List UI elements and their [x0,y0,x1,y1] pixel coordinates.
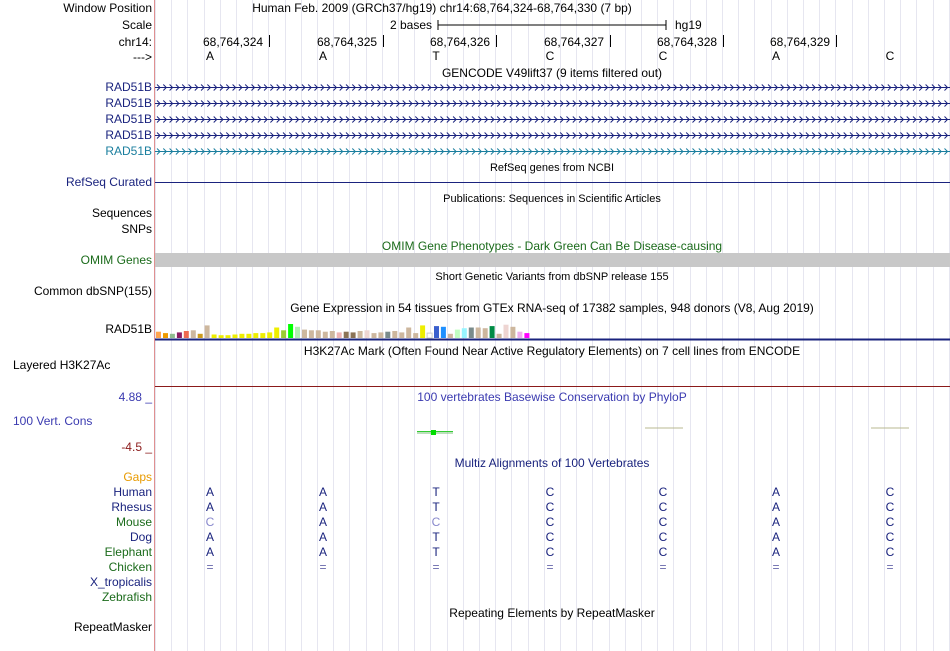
gtex-tissue-bar[interactable] [524,333,529,338]
gtex-tissue-bar[interactable] [226,335,231,338]
aligned-base: C [545,485,555,499]
gtex-tissue-bar[interactable] [517,332,522,338]
gtex-tissue-bar[interactable] [427,333,432,338]
gtex-tissue-bar[interactable] [406,328,411,339]
aligned-base: = [319,560,327,574]
gtex-label[interactable]: RAD51B [105,322,152,336]
window-position-label: Window Position [63,1,152,15]
aligned-base: A [318,485,327,499]
gtex-tissue-bar[interactable] [281,330,286,338]
omim-title: OMIM Gene Phenotypes - Dark Green Can Be Disease-causing [381,239,723,253]
reference-base: C [885,49,895,63]
refseq-title: RefSeq genes from NCBI [489,162,615,174]
sequences-label[interactable]: Sequences [91,206,152,220]
gtex-tissue-bar[interactable] [441,327,446,338]
aligned-base: A [771,485,780,499]
dbsnp-label[interactable]: Common dbSNP(155) [33,284,152,298]
species-label-dog[interactable]: Dog [129,530,152,544]
gaps-label[interactable]: Gaps [123,470,152,484]
species-label-x_tropicalis[interactable]: X_tropicalis [89,575,152,589]
aligned-base: A [318,530,327,544]
gtex-tissue-bar[interactable] [469,328,474,339]
gtex-tissue-bar[interactable] [365,330,370,338]
position-tick [723,35,724,47]
gene-transcript-2[interactable] [155,99,950,108]
aligned-base: C [545,500,555,514]
species-label-mouse[interactable]: Mouse [115,515,152,529]
gtex-tissue-bar[interactable] [170,334,175,338]
gtex-bar-chart[interactable] [155,316,950,341]
aligned-base: A [318,500,327,514]
gtex-tissue-bar[interactable] [434,326,439,338]
gtex-tissue-bar[interactable] [246,334,251,338]
omim-label[interactable]: OMIM Genes [80,253,152,267]
repeatmasker-title: Repeating Elements by RepeatMasker [449,606,655,620]
gtex-tissue-bar[interactable] [323,332,328,338]
gtex-tissue-bar[interactable] [510,327,515,338]
gene-label-3[interactable]: RAD51B [105,112,152,126]
repeatmasker-label[interactable]: RepeatMasker [73,620,152,634]
position-label: 68,764,328 [657,35,718,49]
position-tick [269,35,270,47]
gtex-tissue-bar[interactable] [184,331,189,338]
window-position-value: Human Feb. 2009 (GRCh37/hg19) chr14:68,764,324-68,764,330 (7 bp) [252,1,632,15]
gene-label-1[interactable]: RAD51B [105,80,152,94]
species-label-human[interactable]: Human [113,485,152,499]
scale-assembly: hg19 [675,18,702,32]
position-label: 68,764,327 [544,35,605,49]
gtex-tissue-bar[interactable] [267,332,272,338]
aligned-base: C [431,515,441,529]
refseq-line[interactable] [155,182,950,183]
gtex-tissue-bar[interactable] [163,333,168,338]
aligned-base: C [658,500,668,514]
aligned-base: C [545,545,555,559]
gtex-tissue-bar[interactable] [476,328,481,339]
chrom-label: chr14: [118,35,152,49]
phylop-min-label: -4.5 _ [121,440,152,454]
scale-value: 2 bases [390,18,433,32]
aligned-base: A [318,545,327,559]
gene-label-4[interactable]: RAD51B [105,128,152,142]
aligned-base: C [885,530,895,544]
aligned-base: A [771,545,780,559]
refseq-label[interactable]: RefSeq Curated [65,175,152,189]
gtex-tissue-bar[interactable] [358,331,363,338]
gtex-tissue-bar[interactable] [177,332,182,338]
gtex-tissue-bar[interactable] [198,334,203,338]
aligned-base: C [658,485,668,499]
aligned-base: C [545,530,555,544]
aligned-base: A [205,545,214,559]
aligned-base: C [885,545,895,559]
aligned-base: = [546,560,554,574]
aligned-base: = [659,560,667,574]
aligned-base: C [885,485,895,499]
aligned-base: A [771,515,780,529]
gtex-tissue-bar[interactable] [420,325,425,338]
aligned-base: = [772,560,780,574]
gtex-tissue-bar[interactable] [399,332,404,338]
aligned-base: C [205,515,215,529]
phylop-label[interactable]: 100 Vert. Cons [13,414,93,428]
position-label: 68,764,324 [203,35,264,49]
aligned-base: C [885,515,895,529]
gene-transcript-5[interactable] [155,147,950,156]
gtex-tissue-bar[interactable] [372,333,377,338]
gtex-tissue-bar[interactable] [274,328,279,339]
aligned-base: = [886,560,894,574]
publications-title: Publications: Sequences in Scientific Articles [443,193,661,205]
aligned-base: C [545,515,555,529]
position-tick [610,35,611,47]
phylop-plot[interactable] [155,420,950,440]
aligned-base: T [432,530,440,544]
position-label: 68,764,325 [317,35,378,49]
gtex-tissue-bar[interactable] [316,330,321,338]
scale-label: Scale [121,18,152,32]
gtex-tissue-bar[interactable] [351,332,356,338]
strand-arrow-label: ---> [133,50,152,64]
gtex-tissue-bar[interactable] [212,335,217,339]
dbsnp-title: Short Genetic Variants from dbSNP release 155 [435,271,669,283]
gtex-tissue-bar[interactable] [253,333,258,338]
gtex-tissue-bar[interactable] [392,331,397,338]
reference-base: A [771,49,780,63]
gencode-title: GENCODE V49lift37 (9 items filtered out) [441,66,663,80]
gtex-tissue-bar[interactable] [497,334,502,338]
gtex-title: Gene Expression in 54 tissues from GTEx RNA-seq of 17382 samples, 948 donors (V8, Aug 2019) [290,301,814,315]
gtex-tissue-bar[interactable] [239,334,244,338]
phylop-max-label: 4.88 _ [118,390,152,404]
aligned-base: C [658,515,668,529]
species-label-chicken[interactable]: Chicken [108,560,152,574]
reference-base: A [318,49,327,63]
gtex-tissue-bar[interactable] [205,325,210,338]
h3k27ac-title: H3K27Ac Mark (Often Found Near Active Regulatory Elements) on 7 cell lines from ENCODE [303,344,801,358]
position-tick [496,35,497,47]
gtex-tissue-bar[interactable] [337,332,342,338]
reference-base: C [545,49,555,63]
position-label: 68,764,329 [770,35,831,49]
gene-label-2[interactable]: RAD51B [105,96,152,110]
gtex-tissue-bar[interactable] [288,324,293,338]
multiz-title: Multiz Alignments of 100 Vertebrates [454,456,650,470]
gtex-tissue-bar[interactable] [490,326,495,338]
position-tick [383,35,384,47]
species-label-elephant[interactable]: Elephant [104,545,152,559]
reference-base: A [205,49,214,63]
gtex-tissue-bar[interactable] [448,334,453,338]
aligned-base: C [658,545,668,559]
gtex-tissue-bar[interactable] [455,330,460,338]
track-image[interactable] [155,0,950,651]
gene-label-5[interactable]: RAD51B [105,144,152,158]
aligned-base: C [658,530,668,544]
aligned-base: A [318,515,327,529]
aligned-base: A [205,500,214,514]
aligned-base: = [432,560,440,574]
gtex-tissue-bar[interactable] [483,328,488,338]
reference-base: T [432,49,440,63]
track-labels [0,0,154,651]
species-label-zebrafish[interactable]: Zebrafish [101,590,152,604]
species-label-rhesus[interactable]: Rhesus [111,500,152,514]
gtex-tissue-bar[interactable] [378,332,383,338]
phylop-title: 100 vertebrates Basewise Conservation by PhyloP [417,390,687,404]
aligned-base: T [432,485,440,499]
gtex-tissue-bar[interactable] [219,335,224,338]
aligned-base: T [432,545,440,559]
position-tick [836,35,837,47]
reference-base: C [658,49,668,63]
gtex-tissue-bar[interactable] [260,333,265,338]
gene-transcript-4[interactable] [155,131,950,140]
aligned-base: = [206,560,214,574]
gtex-tissue-bar[interactable] [385,332,390,338]
h3k27ac-label[interactable]: Layered H3K27Ac [13,358,111,372]
aligned-base: C [885,500,895,514]
gtex-tissue-bar[interactable] [504,325,509,338]
position-label: 68,764,326 [430,35,491,49]
gtex-tissue-bar[interactable] [233,335,238,339]
gtex-tissue-bar[interactable] [413,333,418,338]
gene-transcript-1[interactable] [155,83,950,92]
gene-transcript-3[interactable] [155,115,950,124]
gtex-tissue-bar[interactable] [330,331,335,338]
snps-label[interactable]: SNPs [121,222,152,236]
gtex-tissue-bar[interactable] [462,328,467,338]
gtex-tissue-bar[interactable] [191,330,196,338]
aligned-base: A [771,530,780,544]
gtex-tissue-bar[interactable] [344,332,349,338]
gtex-tissue-bar[interactable] [309,330,314,338]
aligned-base: A [771,500,780,514]
h3k27ac-baseline[interactable] [155,386,950,387]
aligned-base: A [205,530,214,544]
aligned-base: T [432,500,440,514]
gtex-tissue-bar[interactable] [156,332,161,338]
gtex-tissue-bar[interactable] [302,330,307,338]
aligned-base: A [205,485,214,499]
gtex-tissue-bar[interactable] [295,327,300,338]
omim-bar[interactable] [155,253,950,267]
scale-bar [437,18,669,32]
